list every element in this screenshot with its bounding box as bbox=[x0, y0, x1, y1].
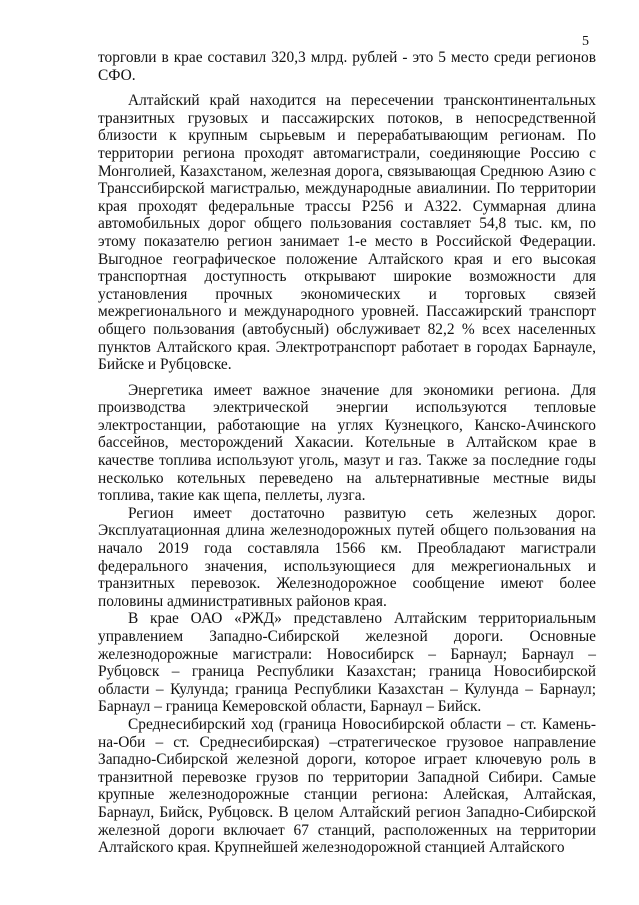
paragraph-transport: Алтайский край находится на пересечении трансконтинентальных транзитных грузовых и пассажирских потоков, в непосредственной близости к крупным сырьевым и перерабатывающим регионам. По территории региона проходят автомагистрали, соединяющие Россию с Монголией, Казахстаном, железная дорога, связывающая Среднюю Азию с Транссибирской магистралью, международные авиалинии. По территории края проходят федеральные трассы Р256 и А322. Суммарная длина автомобильных дорог общего пользования составляет 54,8 тыс. км, по этому показателю регион занимает 1-е место в Российской Федерации. Выгодное географическое положение Алтайского края и его высокая транспортная доступность открывают широкие возможности для установления прочных экономических и торговых связей межрегионального и международного уровней. Пассажирский транспорт общего пользования (автобусный) обслуживает 82,2 % всех населенных пунктов Алтайского края. Электротранспорт работает в городах Барнауле, Бийске и Рубцовске. bbox=[98, 92, 596, 374]
paragraph-railways: Регион имеет достаточно развитую сеть железных дорог. Эксплуатационная длина железнодорожных путей общего пользования на начало 2019 года составляла 1566 км. Преобладают магистрали федерального значения, использующиеся для межрегиональных и транзитных перевозок. Железнодорожное сообщение имеют более половины административных районов края. bbox=[98, 504, 596, 610]
paragraph-trade-continuation: торговли в крае составил 320,3 млрд. рублей - это 5 место среди регионов СФО. bbox=[98, 49, 596, 84]
page-number: 5 bbox=[582, 34, 589, 49]
document-body bbox=[98, 49, 596, 857]
paragraph-srednesibirsky: Среднесибирский ход (граница Новосибирской области – ст. Камень-на-Оби – ст. Среднесибирская) –стратегическое грузовое направление Западно-Сибирской железной дороги, которое играет ключевую роль в транзитной перевозке грузов по территории Западной Сибири. Самые крупные железнодорожные станции региона: Алейская, Алтайская, Барнаул, Бийск, Рубцовск. В целом Алтайский регион Западно-Сибирской железной дороги включает 67 станций, расположенных на территории Алтайского края. Крупнейшей железнодорожной станцией Алтайского bbox=[98, 715, 596, 857]
paragraph-rzd: В крае ОАО «РЖД» представлено Алтайским территориальным управлением Западно-Сибирской железной дороги. Основные железнодорожные магистрали: Новосибирск – Барнаул; Барнаул – Рубцовск – граница Республики Казахстан; граница Новосибирской области – Кулунда; граница Республики Казахстан – Кулунда – Барнаул; Барнаул – граница Кемеровской области, Барнаул – Бийск. bbox=[98, 610, 596, 716]
paragraph-energy: Энергетика имеет важное значение для экономики региона. Для производства электрической энергии используются тепловые электростанции, работающие на углях Кузнецкого, Канско-Ачинского бассейнов, месторождений Хакасии. Котельные в Алтайском крае в качестве топлива используют уголь, мазут и газ. Также за последние годы несколько котельных переведено на альтернативные местные виды топлива, такие как щепа, пеллеты, лузга. bbox=[98, 381, 596, 505]
